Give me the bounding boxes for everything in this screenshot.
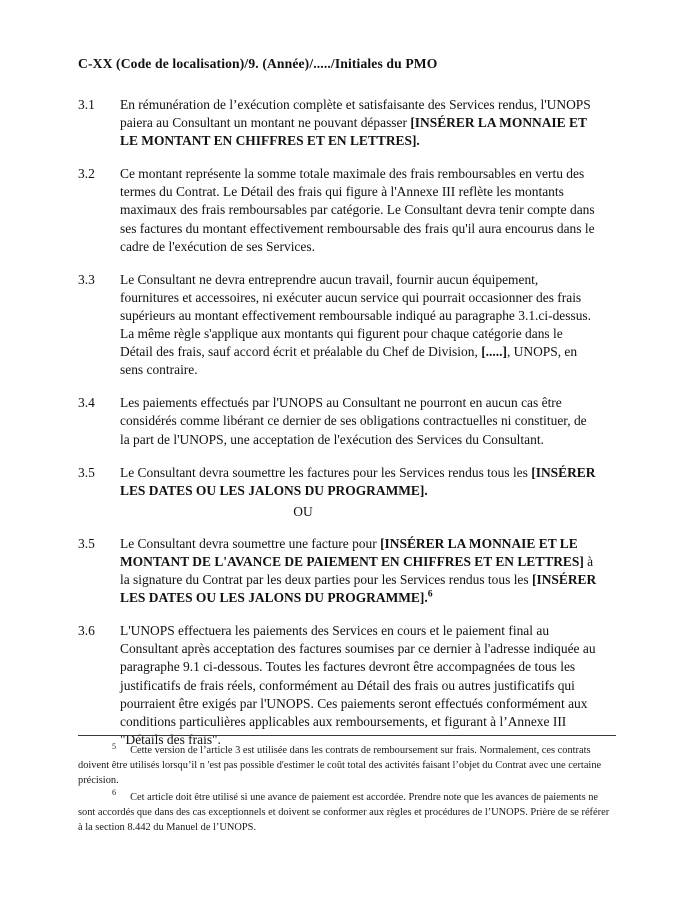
clause-list	[78, 96, 598, 764]
clause-number: 3.5	[78, 464, 95, 480]
clause-number: 3.3	[78, 271, 95, 287]
clause-run: En rémunération de l’exécution complète et satisfaisante des Services rendus, l'UNOPS paiera au Consultant un montant ne pouvant dépasser	[120, 97, 591, 131]
clause-text	[120, 622, 598, 749]
clause-3-1-0	[78, 96, 598, 150]
clause-number: 3.6	[78, 623, 95, 639]
clause-run: Les paiements effectués par l'UNOPS au Consultant ne pourront en aucun cas être considérés comme libérant ce dernier de ses obligations contractuelles ni constituer, de la part de l'UNOPS, une acceptation de l'exécution des Services du Consultant.	[120, 395, 587, 447]
clause-run-bold: [INSÉRER LA MONNAIE ET LE MONTANT DE L'AVANCE DE PAIEMENT EN CHIFFRES ET EN LETTRES]	[120, 535, 584, 569]
clause-run: Le Consultant devra soumettre les factures pour les Services rendus tous les	[120, 464, 532, 480]
clause-3-5-4	[78, 464, 598, 500]
footnote-6	[78, 790, 616, 836]
alternative-separator-ou: OU	[293, 503, 313, 519]
footnote-text: Cet article doit être utilisé si une avance de paiement est accordée. Prendre note que les avances de paiements ne sont accordés que dans des cas exceptionnels et doivent se conformer aux règles et procédures de l’UNOPS. Prière de se référer à la section 8.442 du Manuel de l’UNOPS.	[78, 791, 610, 833]
clause-run: Le Consultant devra soumettre une facture pour	[120, 535, 381, 551]
clause-text	[120, 96, 598, 150]
clause-text	[120, 271, 598, 380]
clause-text	[120, 394, 598, 448]
footnote-5	[78, 743, 616, 789]
clause-number: 3.5	[78, 535, 95, 551]
footnote-marker: 5	[112, 741, 117, 751]
clause-number: 3.2	[78, 166, 95, 182]
footnote-reference: 6	[427, 588, 433, 600]
clause-text	[120, 165, 598, 255]
clause-run: , UNOPS, en sens contraire.	[120, 344, 578, 378]
clause-run: L'UNOPS effectuera les paiements des Services en cours et le paiement final au Consultant après acceptation des factures soumises par ce dernier à l'adresse indiquée au paragraphe 9.1 ci-dessous. Toutes les factures devront être accompagnées de tous les justificatifs de frais réels, conformément au Détail des frais ou autres justificatifs qui pourraient être exigés par l'UNOPS. Ces paiements seront effectués conformément aux conditions particulières applicables aux remboursements, et figurant à l’Annexe III "Détails des frais".	[120, 623, 596, 747]
footnote-separator-rule	[78, 735, 616, 736]
footnote-list	[78, 743, 616, 835]
clause-3-3-2	[78, 271, 598, 380]
clause-run-bold: [.....]	[481, 344, 507, 360]
footnote-marker: 6	[112, 788, 117, 798]
clause-text	[120, 464, 598, 500]
clause-3-2-1	[78, 165, 598, 255]
clause-run: à la signature du Contrat par les deux parties pour les Services rendus tous les	[120, 553, 594, 588]
clause-number: 3.1	[78, 97, 95, 112]
footnote-area	[78, 735, 616, 836]
clause-run: Le Consultant ne devra entreprendre aucun travail, fournir aucun équipement, fournitures et accessoires, ni exécuter aucun service qui pourrait occasionner des frais supérieurs au montant effectivement remboursable indiqué au paragraphe 3.1.ci-dessus. La même règle s'applique aux montants qui figurent pour chaque catégorie dans le Détail des frais, sauf accord écrit et préalable du Chef de Division,	[120, 271, 592, 360]
clause-run-bold: [INSÉRER LES DATES OU LES JALONS DU PROGRAMME].	[120, 464, 596, 498]
clause-3-4-3	[78, 394, 598, 448]
clause-run-bold: [INSÉRER LES DATES OU LES JALONS DU PROGRAMME].	[120, 572, 597, 606]
footnote-text: Cette version de l’article 3 est utilisée dans les contrats de remboursement sur frais. Normalement, ces contrats doivent être utilisés lorsqu’il n 'est pas possible d'estimer le coût total des activités faisant l’objet du Contrat avec une certaine précision.	[78, 745, 602, 787]
clause-3-5-5	[78, 535, 598, 607]
clause-number: 3.4	[78, 395, 95, 411]
clause-run-bold: [INSÉRER LA MONNAIE ET LE MONTANT EN CHIFFRES ET EN LETTRES].	[120, 115, 587, 149]
clause-run: Ce montant représente la somme totale maximale des frais remboursables en vertu des termes du Contrat. Le Détail des frais qui figure à l'Annexe III reflète les montants maximaux des frais remboursables par catégorie. Le Consultant devra tenir compte dans ses factures du montant effectivement remboursable des frais qu'il aura encourus dans le cadre de l'exécution de ses Services.	[120, 166, 595, 254]
document-header: C-XX (Code de localisation)/9. (Année)/...../Initiales du PMO	[78, 56, 438, 71]
clause-3-6-6	[78, 622, 598, 749]
clause-text	[120, 535, 598, 607]
